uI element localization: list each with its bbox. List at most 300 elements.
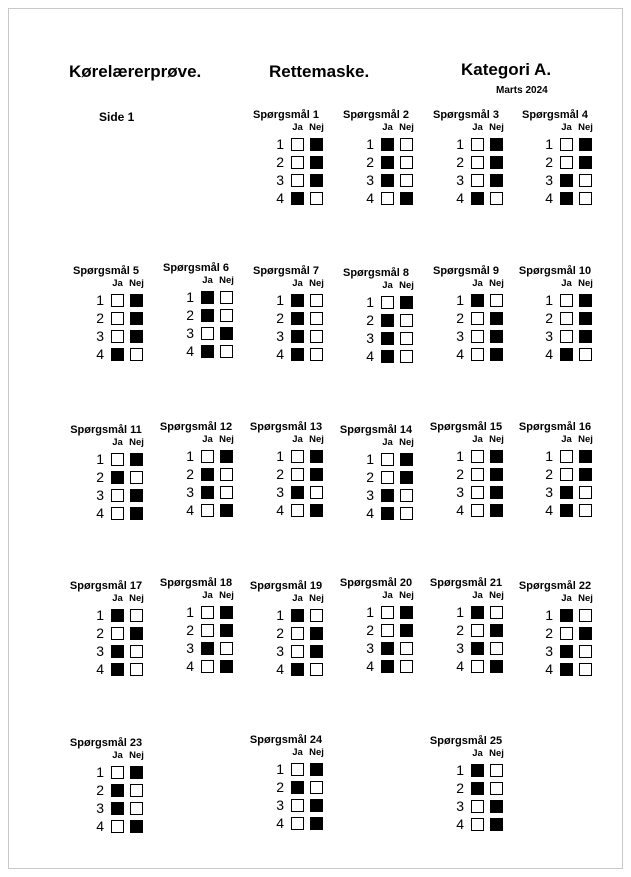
answer-cell-nej[interactable] <box>579 627 592 640</box>
answer-row <box>59 309 153 327</box>
answer-cell-ja[interactable] <box>471 174 484 187</box>
answer-cell-nej[interactable] <box>310 663 323 676</box>
answer-cell-nej[interactable] <box>490 450 503 463</box>
answer-cell-nej[interactable] <box>130 766 143 779</box>
answer-cell-ja[interactable] <box>111 330 124 343</box>
answer-row <box>59 327 153 345</box>
answer-row-number: 2 <box>276 779 284 795</box>
column-header-ja: Ja <box>472 122 483 133</box>
answer-cell-nej[interactable] <box>490 330 503 343</box>
answer-row <box>59 486 153 504</box>
question-block <box>59 580 153 678</box>
answer-cell-ja[interactable] <box>560 645 573 658</box>
answer-cell-ja[interactable] <box>471 504 484 517</box>
answer-row-number: 4 <box>366 505 374 521</box>
answer-cell-nej[interactable] <box>310 192 323 205</box>
answer-cell-ja[interactable] <box>471 818 484 831</box>
answer-cell-nej[interactable] <box>310 138 323 151</box>
answer-cell-nej[interactable] <box>579 663 592 676</box>
answer-cell-nej[interactable] <box>220 468 233 481</box>
answer-row-number: 2 <box>456 154 464 170</box>
answer-row <box>508 447 602 465</box>
answer-cell-nej[interactable] <box>310 348 323 361</box>
answer-cell-ja[interactable] <box>560 663 573 676</box>
answer-cell-ja[interactable] <box>111 507 124 520</box>
answer-row-number: 3 <box>456 172 464 188</box>
answer-cell-ja[interactable] <box>111 471 124 484</box>
answer-row-number: 4 <box>276 661 284 677</box>
answer-cell-nej[interactable] <box>130 784 143 797</box>
answer-cell-nej[interactable] <box>130 802 143 815</box>
answer-cell-ja[interactable] <box>381 138 394 151</box>
answer-cell-nej[interactable] <box>400 332 413 345</box>
answer-cell-ja[interactable] <box>291 450 304 463</box>
answer-cell-nej[interactable] <box>400 314 413 327</box>
answer-row <box>239 660 333 678</box>
answer-row <box>419 639 513 657</box>
answer-cell-nej[interactable] <box>220 291 233 304</box>
answer-cell-ja[interactable] <box>201 606 214 619</box>
answer-cell-nej[interactable] <box>310 174 323 187</box>
answer-row-number: 3 <box>545 484 553 500</box>
question-block <box>149 421 243 519</box>
question-title: Spørgsmål 9 <box>432 265 500 277</box>
answer-cell-ja[interactable] <box>291 609 304 622</box>
answer-cell-nej[interactable] <box>490 606 503 619</box>
answer-cell-nej[interactable] <box>490 174 503 187</box>
answer-row <box>419 483 513 501</box>
answer-cell-ja[interactable] <box>381 296 394 309</box>
answer-row <box>329 311 423 329</box>
answer-cell-nej[interactable] <box>400 138 413 151</box>
answer-row <box>419 657 513 675</box>
answer-row-number: 2 <box>276 154 284 170</box>
column-header-nej: Nej <box>129 437 144 448</box>
answer-cell-ja[interactable] <box>381 453 394 466</box>
answer-cell-nej[interactable] <box>130 507 143 520</box>
column-header-ja: Ja <box>472 278 483 289</box>
answer-cell-nej[interactable] <box>490 156 503 169</box>
answer-cell-nej[interactable] <box>579 312 592 325</box>
answer-cell-ja[interactable] <box>201 450 214 463</box>
answer-cell-nej[interactable] <box>400 507 413 520</box>
answer-cell-ja[interactable] <box>111 453 124 466</box>
answer-cell-ja[interactable] <box>381 507 394 520</box>
answer-cell-nej[interactable] <box>130 330 143 343</box>
answer-cell-ja[interactable] <box>381 489 394 502</box>
answer-cell-ja[interactable] <box>291 468 304 481</box>
answer-cell-nej[interactable] <box>490 764 503 777</box>
answer-cell-ja[interactable] <box>201 660 214 673</box>
column-headers <box>59 593 153 604</box>
answer-cell-nej[interactable] <box>130 627 143 640</box>
answer-row <box>149 342 243 360</box>
answer-row-number: 2 <box>545 310 553 326</box>
answer-cell-nej[interactable] <box>130 645 143 658</box>
answer-cell-nej[interactable] <box>310 312 323 325</box>
answer-cell-nej[interactable] <box>130 348 143 361</box>
answer-cell-ja[interactable] <box>471 330 484 343</box>
answer-row-number: 2 <box>276 625 284 641</box>
answer-row <box>149 501 243 519</box>
answer-cell-nej[interactable] <box>400 156 413 169</box>
answer-cell-nej[interactable] <box>310 627 323 640</box>
answer-cell-nej[interactable] <box>220 504 233 517</box>
answer-cell-ja[interactable] <box>471 606 484 619</box>
answer-cell-ja[interactable] <box>381 156 394 169</box>
column-headers <box>59 750 153 761</box>
answer-cell-nej[interactable] <box>579 348 592 361</box>
answer-cell-nej[interactable] <box>400 489 413 502</box>
answer-cell-ja[interactable] <box>111 294 124 307</box>
answer-cell-ja[interactable] <box>291 294 304 307</box>
column-header-nej: Nej <box>399 437 414 448</box>
column-header-nej: Nej <box>309 434 324 445</box>
answer-cell-ja[interactable] <box>471 348 484 361</box>
answer-cell-nej[interactable] <box>490 294 503 307</box>
answer-cell-nej[interactable] <box>220 660 233 673</box>
answer-cell-ja[interactable] <box>201 486 214 499</box>
answer-cell-nej[interactable] <box>310 468 323 481</box>
answer-cell-ja[interactable] <box>291 330 304 343</box>
answer-cell-nej[interactable] <box>490 486 503 499</box>
answer-cell-nej[interactable] <box>310 486 323 499</box>
answer-row <box>329 504 423 522</box>
column-header-ja: Ja <box>472 748 483 759</box>
answer-cell-nej[interactable] <box>310 156 323 169</box>
column-header-ja: Ja <box>382 590 393 601</box>
answer-cell-ja[interactable] <box>471 624 484 637</box>
answer-cell-ja[interactable] <box>560 138 573 151</box>
answer-row <box>329 347 423 365</box>
answer-cell-ja[interactable] <box>111 645 124 658</box>
answer-cell-nej[interactable] <box>400 660 413 673</box>
answer-cell-ja[interactable] <box>381 350 394 363</box>
question-block <box>239 421 333 519</box>
answer-cell-nej[interactable] <box>130 663 143 676</box>
answer-cell-ja[interactable] <box>560 156 573 169</box>
answer-cell-ja[interactable] <box>111 489 124 502</box>
answer-cell-ja[interactable] <box>471 782 484 795</box>
answer-cell-nej[interactable] <box>490 800 503 813</box>
answer-cell-nej[interactable] <box>400 174 413 187</box>
answer-cell-nej[interactable] <box>400 453 413 466</box>
answer-row <box>508 660 602 678</box>
column-headers <box>419 122 513 133</box>
answer-cell-ja[interactable] <box>201 309 214 322</box>
answer-cell-ja[interactable] <box>471 486 484 499</box>
answer-cell-nej[interactable] <box>310 450 323 463</box>
answer-cell-ja[interactable] <box>291 799 304 812</box>
answer-row <box>149 621 243 639</box>
answer-cell-ja[interactable] <box>201 624 214 637</box>
answer-row <box>59 345 153 363</box>
answer-cell-ja[interactable] <box>291 192 304 205</box>
answer-cell-ja[interactable] <box>560 468 573 481</box>
answer-cell-ja[interactable] <box>471 764 484 777</box>
answer-row-number: 2 <box>96 310 104 326</box>
answer-cell-nej[interactable] <box>490 624 503 637</box>
answer-cell-ja[interactable] <box>201 504 214 517</box>
answer-cell-ja[interactable] <box>560 312 573 325</box>
answer-cell-nej[interactable] <box>490 660 503 673</box>
answer-cell-ja[interactable] <box>111 312 124 325</box>
answer-cell-ja[interactable] <box>381 471 394 484</box>
answer-cell-nej[interactable] <box>220 624 233 637</box>
answer-cell-ja[interactable] <box>111 627 124 640</box>
answer-cell-nej[interactable] <box>220 486 233 499</box>
answer-row-number: 1 <box>186 289 194 305</box>
answer-cell-ja[interactable] <box>201 642 214 655</box>
answer-cell-nej[interactable] <box>579 450 592 463</box>
answer-row <box>419 291 513 309</box>
question-title: Spørgsmål 16 <box>518 421 592 433</box>
answer-cell-ja[interactable] <box>471 450 484 463</box>
answer-cell-nej[interactable] <box>220 309 233 322</box>
answer-row <box>59 624 153 642</box>
answer-cell-ja[interactable] <box>291 627 304 640</box>
answer-cell-ja[interactable] <box>560 504 573 517</box>
answer-cell-ja[interactable] <box>291 663 304 676</box>
answer-cell-ja[interactable] <box>560 330 573 343</box>
answer-cell-nej[interactable] <box>579 294 592 307</box>
answer-cell-ja[interactable] <box>381 192 394 205</box>
answer-cell-nej[interactable] <box>400 642 413 655</box>
answer-cell-nej[interactable] <box>130 471 143 484</box>
answer-cell-nej[interactable] <box>400 192 413 205</box>
answer-cell-nej[interactable] <box>220 327 233 340</box>
answer-cell-ja[interactable] <box>381 624 394 637</box>
answer-cell-nej[interactable] <box>490 642 503 655</box>
answer-cell-nej[interactable] <box>400 350 413 363</box>
answer-cell-nej[interactable] <box>310 504 323 517</box>
answer-row-number: 3 <box>96 643 104 659</box>
answer-row <box>329 621 423 639</box>
answer-cell-ja[interactable] <box>381 314 394 327</box>
answer-cell-nej[interactable] <box>130 294 143 307</box>
answer-cell-ja[interactable] <box>111 766 124 779</box>
answer-cell-nej[interactable] <box>310 330 323 343</box>
answer-cell-ja[interactable] <box>291 174 304 187</box>
answer-cell-nej[interactable] <box>490 468 503 481</box>
answer-cell-nej[interactable] <box>579 645 592 658</box>
column-header-nej: Nej <box>129 278 144 289</box>
answer-row <box>329 171 423 189</box>
column-header-nej: Nej <box>309 747 324 758</box>
answer-cell-nej[interactable] <box>220 450 233 463</box>
answer-cell-nej[interactable] <box>400 606 413 619</box>
answer-row <box>149 447 243 465</box>
answer-cell-ja[interactable] <box>381 642 394 655</box>
answer-row-number: 1 <box>96 292 104 308</box>
answer-row-number: 3 <box>276 484 284 500</box>
column-header-nej: Nej <box>489 748 504 759</box>
answer-cell-nej[interactable] <box>220 606 233 619</box>
answer-cell-nej[interactable] <box>130 820 143 833</box>
answer-cell-ja[interactable] <box>381 606 394 619</box>
answer-row <box>59 606 153 624</box>
answer-cell-ja[interactable] <box>471 468 484 481</box>
column-header-nej: Nej <box>489 434 504 445</box>
answer-cell-nej[interactable] <box>490 138 503 151</box>
answer-cell-nej[interactable] <box>130 609 143 622</box>
answer-row <box>508 171 602 189</box>
column-header-ja: Ja <box>472 434 483 445</box>
answer-row-number: 1 <box>456 762 464 778</box>
answer-row <box>149 483 243 501</box>
answer-row-number: 1 <box>276 607 284 623</box>
answer-cell-nej[interactable] <box>490 782 503 795</box>
answer-cell-nej[interactable] <box>130 489 143 502</box>
column-headers <box>239 434 333 445</box>
answer-row <box>59 781 153 799</box>
answer-cell-nej[interactable] <box>400 296 413 309</box>
answer-cell-ja[interactable] <box>471 660 484 673</box>
answer-cell-nej[interactable] <box>220 345 233 358</box>
answer-cell-nej[interactable] <box>310 799 323 812</box>
answer-row-number: 4 <box>96 661 104 677</box>
answer-cell-ja[interactable] <box>471 138 484 151</box>
answer-cell-nej[interactable] <box>400 471 413 484</box>
column-headers <box>329 590 423 601</box>
answer-cell-ja[interactable] <box>560 174 573 187</box>
column-headers <box>508 278 602 289</box>
answer-cell-ja[interactable] <box>111 802 124 815</box>
answer-cell-ja[interactable] <box>471 192 484 205</box>
answer-cell-ja[interactable] <box>381 660 394 673</box>
answer-cell-nej[interactable] <box>310 817 323 830</box>
answer-row <box>149 465 243 483</box>
answer-row-number: 1 <box>276 448 284 464</box>
answer-cell-ja[interactable] <box>381 174 394 187</box>
answer-row-number: 4 <box>366 348 374 364</box>
answer-cell-nej[interactable] <box>130 312 143 325</box>
answer-cell-nej[interactable] <box>579 330 592 343</box>
question-title: Spørgsmål 23 <box>69 737 143 749</box>
answer-cell-ja[interactable] <box>560 609 573 622</box>
answer-row <box>59 642 153 660</box>
answer-cell-nej[interactable] <box>579 192 592 205</box>
answer-cell-ja[interactable] <box>471 312 484 325</box>
answer-cell-nej[interactable] <box>579 486 592 499</box>
question-block <box>239 580 333 678</box>
answer-cell-ja[interactable] <box>471 642 484 655</box>
question-block <box>508 421 602 519</box>
question-block <box>239 265 333 363</box>
answer-row-number: 3 <box>276 643 284 659</box>
question-block <box>239 109 333 207</box>
column-header-nej: Nej <box>489 590 504 601</box>
answer-cell-nej[interactable] <box>579 609 592 622</box>
column-header-nej: Nej <box>578 593 593 604</box>
answer-cell-ja[interactable] <box>381 332 394 345</box>
answer-cell-nej[interactable] <box>579 174 592 187</box>
answer-row <box>508 642 602 660</box>
answer-cell-nej[interactable] <box>490 818 503 831</box>
answer-cell-ja[interactable] <box>201 327 214 340</box>
answer-cell-nej[interactable] <box>490 348 503 361</box>
answer-cell-nej[interactable] <box>310 645 323 658</box>
column-header-ja: Ja <box>472 590 483 601</box>
answer-cell-nej[interactable] <box>310 294 323 307</box>
answer-row <box>239 483 333 501</box>
answer-cell-ja[interactable] <box>201 345 214 358</box>
answer-cell-nej[interactable] <box>579 138 592 151</box>
column-header-ja: Ja <box>112 593 123 604</box>
answer-cell-ja[interactable] <box>560 294 573 307</box>
answer-cell-ja[interactable] <box>291 763 304 776</box>
answer-cell-ja[interactable] <box>291 817 304 830</box>
answer-cell-ja[interactable] <box>291 156 304 169</box>
question-title: Spørgsmål 14 <box>339 424 413 436</box>
answer-cell-ja[interactable] <box>471 800 484 813</box>
answer-cell-ja[interactable] <box>560 486 573 499</box>
answer-cell-ja[interactable] <box>111 609 124 622</box>
column-header-ja: Ja <box>382 280 393 291</box>
answer-cell-ja[interactable] <box>201 468 214 481</box>
answer-cell-nej[interactable] <box>490 192 503 205</box>
column-headers <box>149 275 243 286</box>
answer-cell-nej[interactable] <box>490 312 503 325</box>
answer-cell-nej[interactable] <box>310 609 323 622</box>
answer-cell-nej[interactable] <box>579 468 592 481</box>
answer-cell-ja[interactable] <box>291 486 304 499</box>
answer-row <box>149 603 243 621</box>
answer-row-number: 4 <box>545 661 553 677</box>
answer-row-number: 3 <box>96 487 104 503</box>
answer-row-number: 1 <box>276 136 284 152</box>
answer-cell-ja[interactable] <box>560 627 573 640</box>
answer-cell-ja[interactable] <box>560 192 573 205</box>
answer-cell-nej[interactable] <box>220 642 233 655</box>
answer-cell-ja[interactable] <box>201 291 214 304</box>
answer-cell-ja[interactable] <box>111 348 124 361</box>
answer-row-number: 1 <box>96 764 104 780</box>
answer-cell-ja[interactable] <box>291 781 304 794</box>
answer-row-number: 3 <box>545 172 553 188</box>
document-type: Rettemaske. <box>269 62 370 81</box>
answer-cell-ja[interactable] <box>560 348 573 361</box>
answer-cell-ja[interactable] <box>291 348 304 361</box>
column-header-nej: Nej <box>219 275 234 286</box>
question-title: Spørgsmål 22 <box>518 580 592 592</box>
answer-cell-ja[interactable] <box>291 645 304 658</box>
answer-cell-ja[interactable] <box>471 156 484 169</box>
answer-cell-nej[interactable] <box>310 763 323 776</box>
answer-cell-ja[interactable] <box>111 820 124 833</box>
answer-cell-nej[interactable] <box>400 624 413 637</box>
answer-cell-ja[interactable] <box>291 138 304 151</box>
answer-row <box>149 639 243 657</box>
answer-cell-ja[interactable] <box>111 663 124 676</box>
question-block <box>419 577 513 675</box>
answer-row-number: 1 <box>366 136 374 152</box>
answer-row <box>239 501 333 519</box>
answer-row-number: 1 <box>545 607 553 623</box>
answer-cell-nej[interactable] <box>490 504 503 517</box>
answer-cell-ja[interactable] <box>291 312 304 325</box>
answer-cell-nej[interactable] <box>579 156 592 169</box>
answer-cell-ja[interactable] <box>291 504 304 517</box>
question-title: Spørgsmål 6 <box>162 262 230 274</box>
answer-cell-ja[interactable] <box>111 784 124 797</box>
answer-cell-nej[interactable] <box>310 781 323 794</box>
answer-cell-ja[interactable] <box>471 294 484 307</box>
answer-cell-nej[interactable] <box>579 504 592 517</box>
answer-row-number: 2 <box>366 154 374 170</box>
answer-cell-ja[interactable] <box>560 450 573 463</box>
answer-cell-nej[interactable] <box>130 453 143 466</box>
